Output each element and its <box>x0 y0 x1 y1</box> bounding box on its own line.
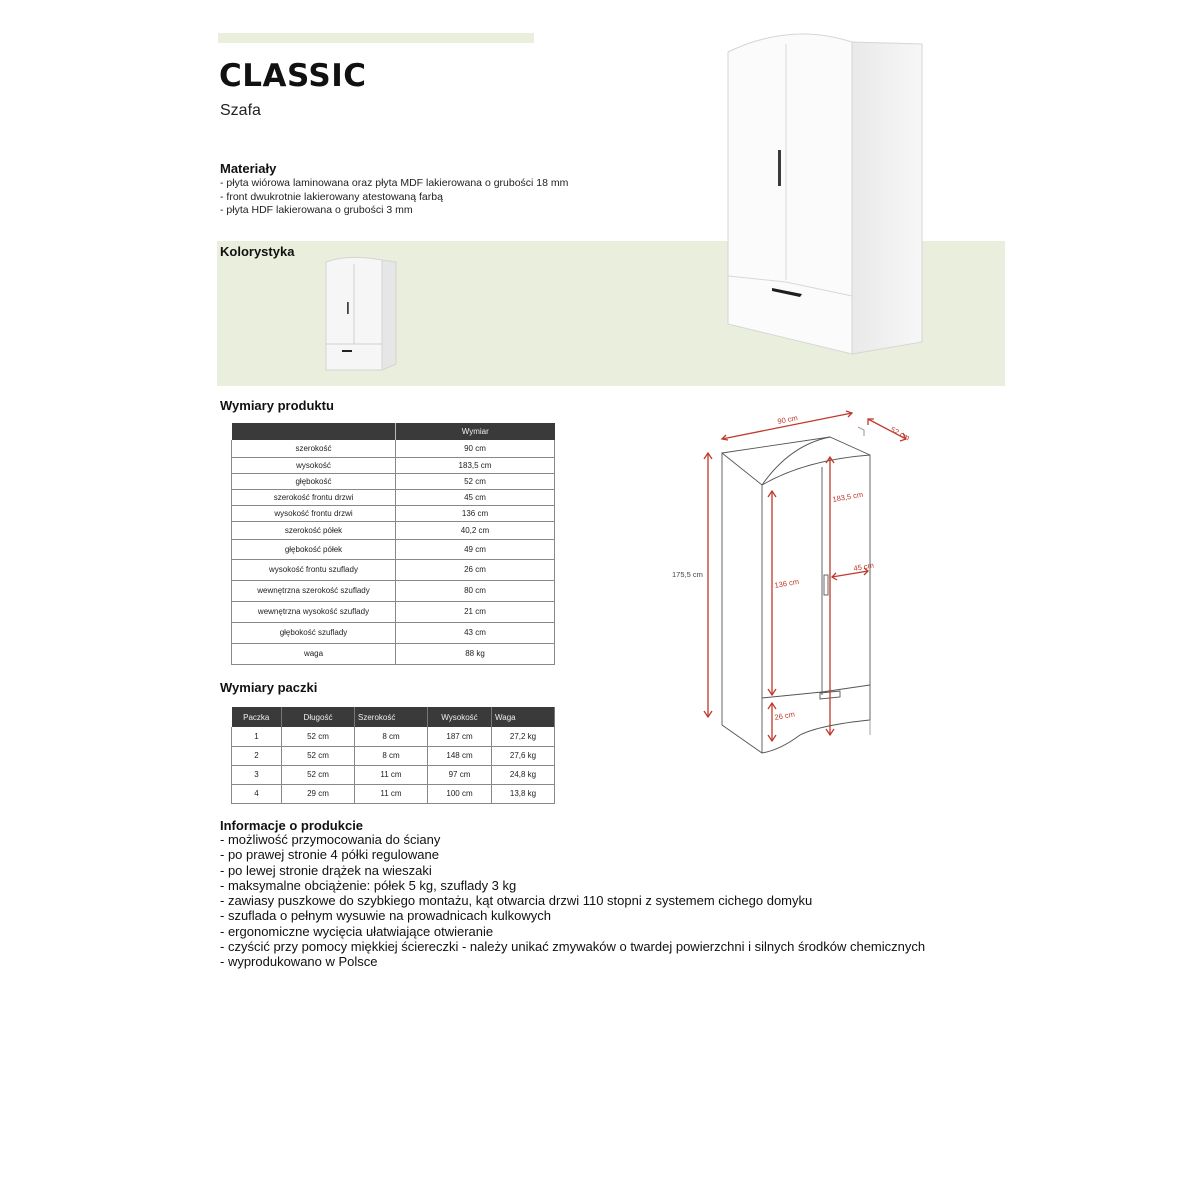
info-item: - po prawej stronie 4 półki regulowane <box>220 847 439 863</box>
wardrobe-product-image <box>720 24 930 364</box>
pack-cell: 29 cm <box>282 784 355 803</box>
pack-cell: 27,2 kg <box>492 727 555 746</box>
table-row <box>232 440 555 457</box>
dim-label: szerokość półek <box>232 521 396 539</box>
pack-cell: 52 cm <box>282 765 355 784</box>
label-width: 90 cm <box>776 413 799 426</box>
pack-cell: 187 cm <box>428 727 492 746</box>
table-header: Szerokość <box>355 707 428 727</box>
label-door-width: 45 cm <box>852 560 875 573</box>
dim-label: wewnętrzna szerokość szuflady <box>232 580 396 601</box>
table-row <box>232 765 555 784</box>
dim-value: 80 cm <box>396 580 555 601</box>
dim-label: wewnętrzna wysokość szuflady <box>232 601 396 622</box>
table-row <box>232 622 555 643</box>
table-header: Długość <box>282 707 355 727</box>
materials-list <box>220 177 568 218</box>
info-item: - zawiasy puszkowe do szybkiego montażu, kąt otwarcia drzwi 110 stopni z systemem cichego domyku <box>220 893 813 909</box>
dim-label: wysokość frontu szuflady <box>232 559 396 580</box>
table-row <box>232 457 555 473</box>
info-item: - maksymalne obciążenie: półek 5 kg, szuflady 3 kg <box>220 877 517 893</box>
label-depth: 52 cm <box>889 424 912 443</box>
dimension-drawing <box>660 405 930 760</box>
pack-cell: 100 cm <box>428 784 492 803</box>
pack-cell: 52 cm <box>282 727 355 746</box>
materials-item: - front dwukrotnie lakierowany atestowaną farbą <box>220 190 443 203</box>
product-subtitle: Szafa <box>220 102 261 119</box>
product-dimensions-heading: Wymiary produktu <box>220 398 334 413</box>
label-drawer-height: 26 cm <box>773 709 796 722</box>
table-header: Paczka <box>232 707 282 727</box>
table-row <box>232 539 555 559</box>
dim-value: 183,5 cm <box>396 457 555 473</box>
pack-cell: 13,8 kg <box>492 784 555 803</box>
pack-cell: 148 cm <box>428 746 492 765</box>
dim-value: 88 kg <box>396 643 555 664</box>
pack-cell: 27,6 kg <box>492 746 555 765</box>
table-row <box>232 521 555 539</box>
info-heading: Informacje o produkcie <box>220 818 364 833</box>
table-row <box>232 727 555 746</box>
info-item: - po lewej stronie drążek na wieszaki <box>220 862 432 878</box>
pack-cell: 24,8 kg <box>492 765 555 784</box>
package-dimensions-heading: Wymiary paczki <box>220 680 318 695</box>
label-total-height: 175,5 cm <box>672 570 703 579</box>
pack-cell: 1 <box>232 727 282 746</box>
table-row <box>232 601 555 622</box>
dim-value: 136 cm <box>396 505 555 521</box>
pack-cell: 8 cm <box>355 727 428 746</box>
pack-cell: 4 <box>232 784 282 803</box>
dim-label: waga <box>232 643 396 664</box>
dim-value: 52 cm <box>396 473 555 489</box>
table-row <box>232 580 555 601</box>
table-row <box>232 505 555 521</box>
header-accent-bar <box>218 33 534 43</box>
pack-cell: 2 <box>232 746 282 765</box>
dim-value: 45 cm <box>396 489 555 505</box>
materials-item: - płyta wiórowa laminowana oraz płyta MDF lakierowana o grubości 18 mm <box>220 177 569 189</box>
table-row <box>232 473 555 489</box>
product-title: CLASSIC <box>219 58 367 94</box>
dim-value: 90 cm <box>396 440 555 457</box>
dim-label: głębokość półek <box>232 539 396 559</box>
info-item: - ergonomiczne wycięcia ułatwiające otwieranie <box>220 923 494 939</box>
package-dimensions-table <box>231 707 555 804</box>
dim-label: szerokość <box>232 440 396 457</box>
table-row <box>232 559 555 580</box>
color-swatch-wardrobe-image <box>318 252 408 378</box>
label-inner-height: 183,5 cm <box>831 489 864 504</box>
pack-cell: 11 cm <box>355 784 428 803</box>
dim-value: 49 cm <box>396 539 555 559</box>
info-list <box>220 832 925 970</box>
info-item: - możliwość przymocowania do ściany <box>220 832 441 847</box>
dim-label: wysokość frontu drzwi <box>232 505 396 521</box>
pack-cell: 8 cm <box>355 746 428 765</box>
pack-cell: 3 <box>232 765 282 784</box>
product-dimensions-table <box>231 423 555 665</box>
dim-value: 43 cm <box>396 622 555 643</box>
dim-label: głębokość <box>232 473 396 489</box>
info-item: - czyścić przy pomocy miękkiej ściereczki - należy unikać zmywaków o twardej powierzchni i silnych środków chemicznych <box>220 939 926 955</box>
info-item: - szuflada o pełnym wysuwie na prowadnicach kulkowych <box>220 908 551 924</box>
table-header-value: Wymiar <box>396 423 555 440</box>
table-row <box>232 643 555 664</box>
pack-cell: 52 cm <box>282 746 355 765</box>
table-row <box>232 746 555 765</box>
dim-value: 26 cm <box>396 559 555 580</box>
table-row <box>232 489 555 505</box>
colors-heading: Kolorystyka <box>220 244 295 259</box>
table-row <box>232 784 555 803</box>
dim-label: głębokość szuflady <box>232 622 396 643</box>
materials-item: - płyta HDF lakierowana o grubości 3 mm <box>220 204 413 216</box>
table-header: Waga <box>492 707 555 727</box>
dim-value: 40,2 cm <box>396 521 555 539</box>
pack-cell: 11 cm <box>355 765 428 784</box>
materials-heading: Materiały <box>220 161 277 176</box>
dim-label: szerokość frontu drzwi <box>232 489 396 505</box>
info-item: - wyprodukowano w Polsce <box>220 954 378 970</box>
pack-cell: 97 cm <box>428 765 492 784</box>
label-door-height: 136 cm <box>773 576 800 590</box>
dim-value: 21 cm <box>396 601 555 622</box>
table-header: Wysokość <box>428 707 492 727</box>
dim-label: wysokość <box>232 457 396 473</box>
table-header-label <box>232 423 396 440</box>
